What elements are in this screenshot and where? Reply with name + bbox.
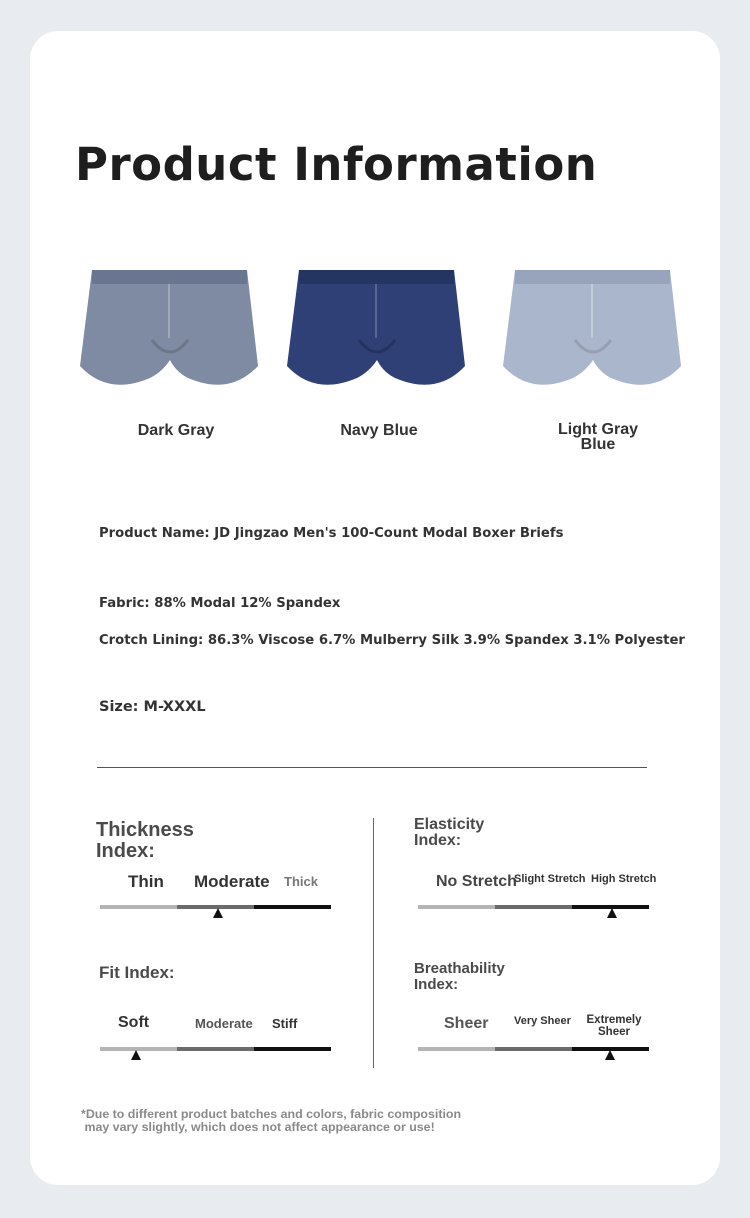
- spec-product-name: Product Name: JD Jingzao Men's 100-Count Modal Boxer Briefs: [99, 526, 564, 541]
- column-divider: [373, 818, 374, 1068]
- color-label-navy-blue: Navy Blue: [340, 422, 418, 439]
- spec-size: Size: M-XXXL: [99, 699, 206, 715]
- breathability-marker: [605, 1050, 615, 1060]
- product-image-navy-blue: [287, 268, 465, 398]
- section-divider: [97, 767, 647, 768]
- disclaimer-note: *Due to different product batches and colors, fabric composition may vary slightly, which does not affect appearance or use!: [81, 1107, 462, 1134]
- elasticity-level-high-stretch: High Stretch: [591, 873, 657, 885]
- spec-crotch-lining: Crotch Lining: 86.3% Viscose 6.7% Mulberry Silk 3.9% Spandex 3.1% Polyester: [99, 633, 685, 648]
- fit-level-moderate: Moderate: [195, 1016, 253, 1031]
- breathability-index-title: Breathability Index:: [414, 960, 505, 993]
- product-image-light-gray-blue: [503, 268, 681, 398]
- color-label-dark-gray: Dark Gray: [137, 422, 215, 439]
- page-title: Product Information: [75, 138, 598, 191]
- breathability-level-sheer: Sheer: [444, 1015, 489, 1032]
- thickness-marker: [213, 908, 223, 918]
- elasticity-level-slight-stretch: Slight Stretch: [514, 873, 586, 885]
- elasticity-level-no-stretch: No Stretch: [436, 873, 517, 890]
- fit-marker: [131, 1050, 141, 1060]
- fit-level-stiff: Stiff: [272, 1016, 298, 1031]
- elasticity-index-title: Elasticity Index:: [414, 816, 485, 849]
- thickness-level-thick: Thick: [284, 874, 318, 889]
- breathability-level-extremely-sheer: Extremely Sheer: [586, 1014, 642, 1038]
- fit-level-soft: Soft: [118, 1014, 150, 1031]
- color-label-light-gray-blue: Light Gray Blue: [557, 421, 638, 453]
- product-image-dark-gray: [80, 268, 258, 398]
- spec-fabric: Fabric: 88% Modal 12% Spandex: [99, 596, 341, 611]
- fit-index-title: Fit Index:: [99, 963, 175, 982]
- thickness-level-thin: Thin: [128, 872, 164, 891]
- thickness-level-moderate: Moderate: [194, 872, 270, 891]
- breathability-level-very-sheer: Very Sheer: [514, 1015, 571, 1027]
- elasticity-marker: [607, 908, 617, 918]
- thickness-index-title: Thickness Index:: [96, 819, 194, 862]
